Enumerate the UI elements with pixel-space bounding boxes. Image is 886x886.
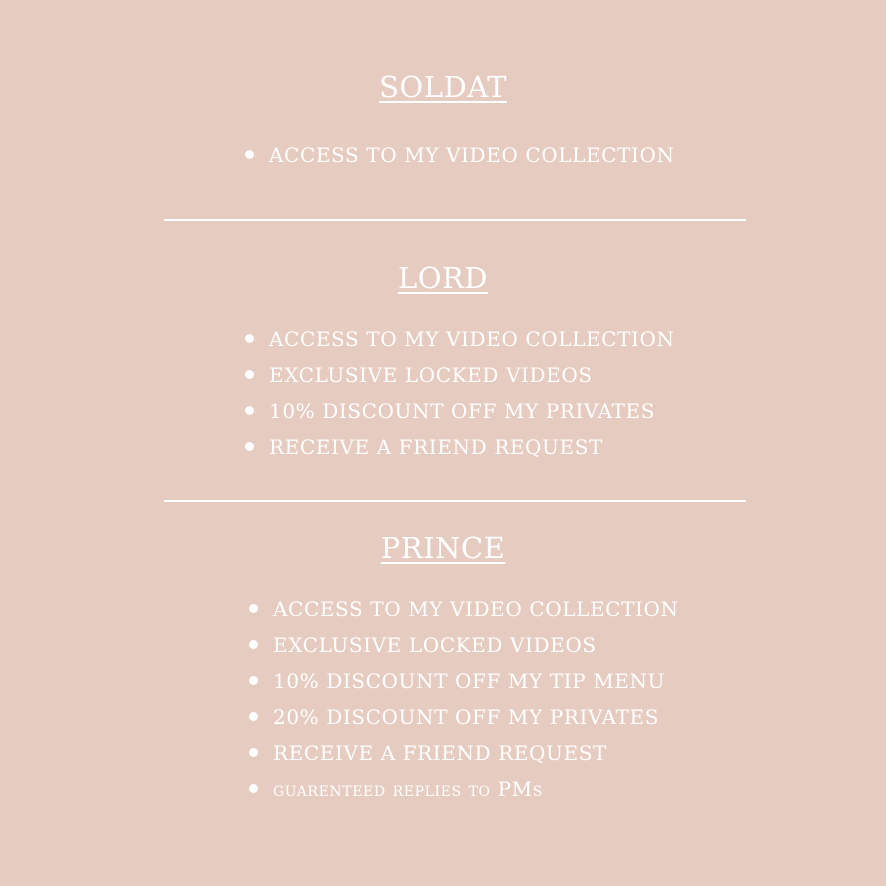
list-item-label: 10% DISCOUNT OFF MY PRIVATES	[269, 399, 656, 423]
list-item	[249, 627, 679, 663]
bullet-icon	[249, 712, 258, 721]
bullet-icon	[245, 442, 254, 451]
list-item	[245, 357, 675, 393]
list-item	[249, 771, 679, 807]
bullet-icon	[245, 406, 254, 415]
list-item-label: ACCESS TO MY VIDEO COLLECTION	[269, 143, 675, 167]
tier-title-text: PRINCE	[380, 531, 506, 565]
list-item-label: EXCLUSIVE LOCKED VIDEOS	[269, 363, 593, 387]
bullet-icon	[249, 676, 258, 685]
list-item	[245, 393, 675, 429]
list-item	[249, 735, 679, 771]
tier-title-soldat	[0, 70, 886, 104]
list-item-label: EXCLUSIVE LOCKED VIDEOS	[273, 633, 597, 657]
list-item-label: RECEIVE A FRIEND REQUEST	[269, 435, 603, 459]
divider	[164, 219, 746, 221]
tier-list-prince	[249, 591, 679, 807]
bullet-icon	[249, 748, 258, 757]
list-item	[245, 321, 675, 357]
list-item-label: guarenteed replies to PMs	[273, 777, 543, 801]
list-item	[245, 429, 675, 465]
tier-title-text: SOLDAT	[379, 70, 507, 104]
list-item	[245, 137, 675, 173]
list-item	[249, 663, 679, 699]
list-item-label: ACCESS TO MY VIDEO COLLECTION	[273, 597, 679, 621]
bullet-icon	[245, 150, 254, 159]
bullet-icon	[249, 604, 258, 613]
list-item-label: 10% DISCOUNT OFF MY TIP MENU	[273, 669, 666, 693]
bullet-icon	[249, 640, 258, 649]
bullet-icon	[245, 334, 254, 343]
list-item-label: RECEIVE A FRIEND REQUEST	[273, 741, 607, 765]
tier-list-soldat	[245, 137, 675, 173]
bullet-icon	[245, 370, 254, 379]
tier-title-prince	[0, 531, 886, 565]
tier-list-lord	[245, 321, 675, 465]
list-item-label: 20% DISCOUNT OFF MY PRIVATES	[273, 705, 660, 729]
tier-title-lord	[0, 261, 886, 295]
list-item	[249, 699, 679, 735]
tier-title-text: LORD	[397, 261, 489, 295]
list-item-label: ACCESS TO MY VIDEO COLLECTION	[269, 327, 675, 351]
list-item	[249, 591, 679, 627]
divider	[164, 500, 746, 502]
bullet-icon	[249, 784, 258, 793]
